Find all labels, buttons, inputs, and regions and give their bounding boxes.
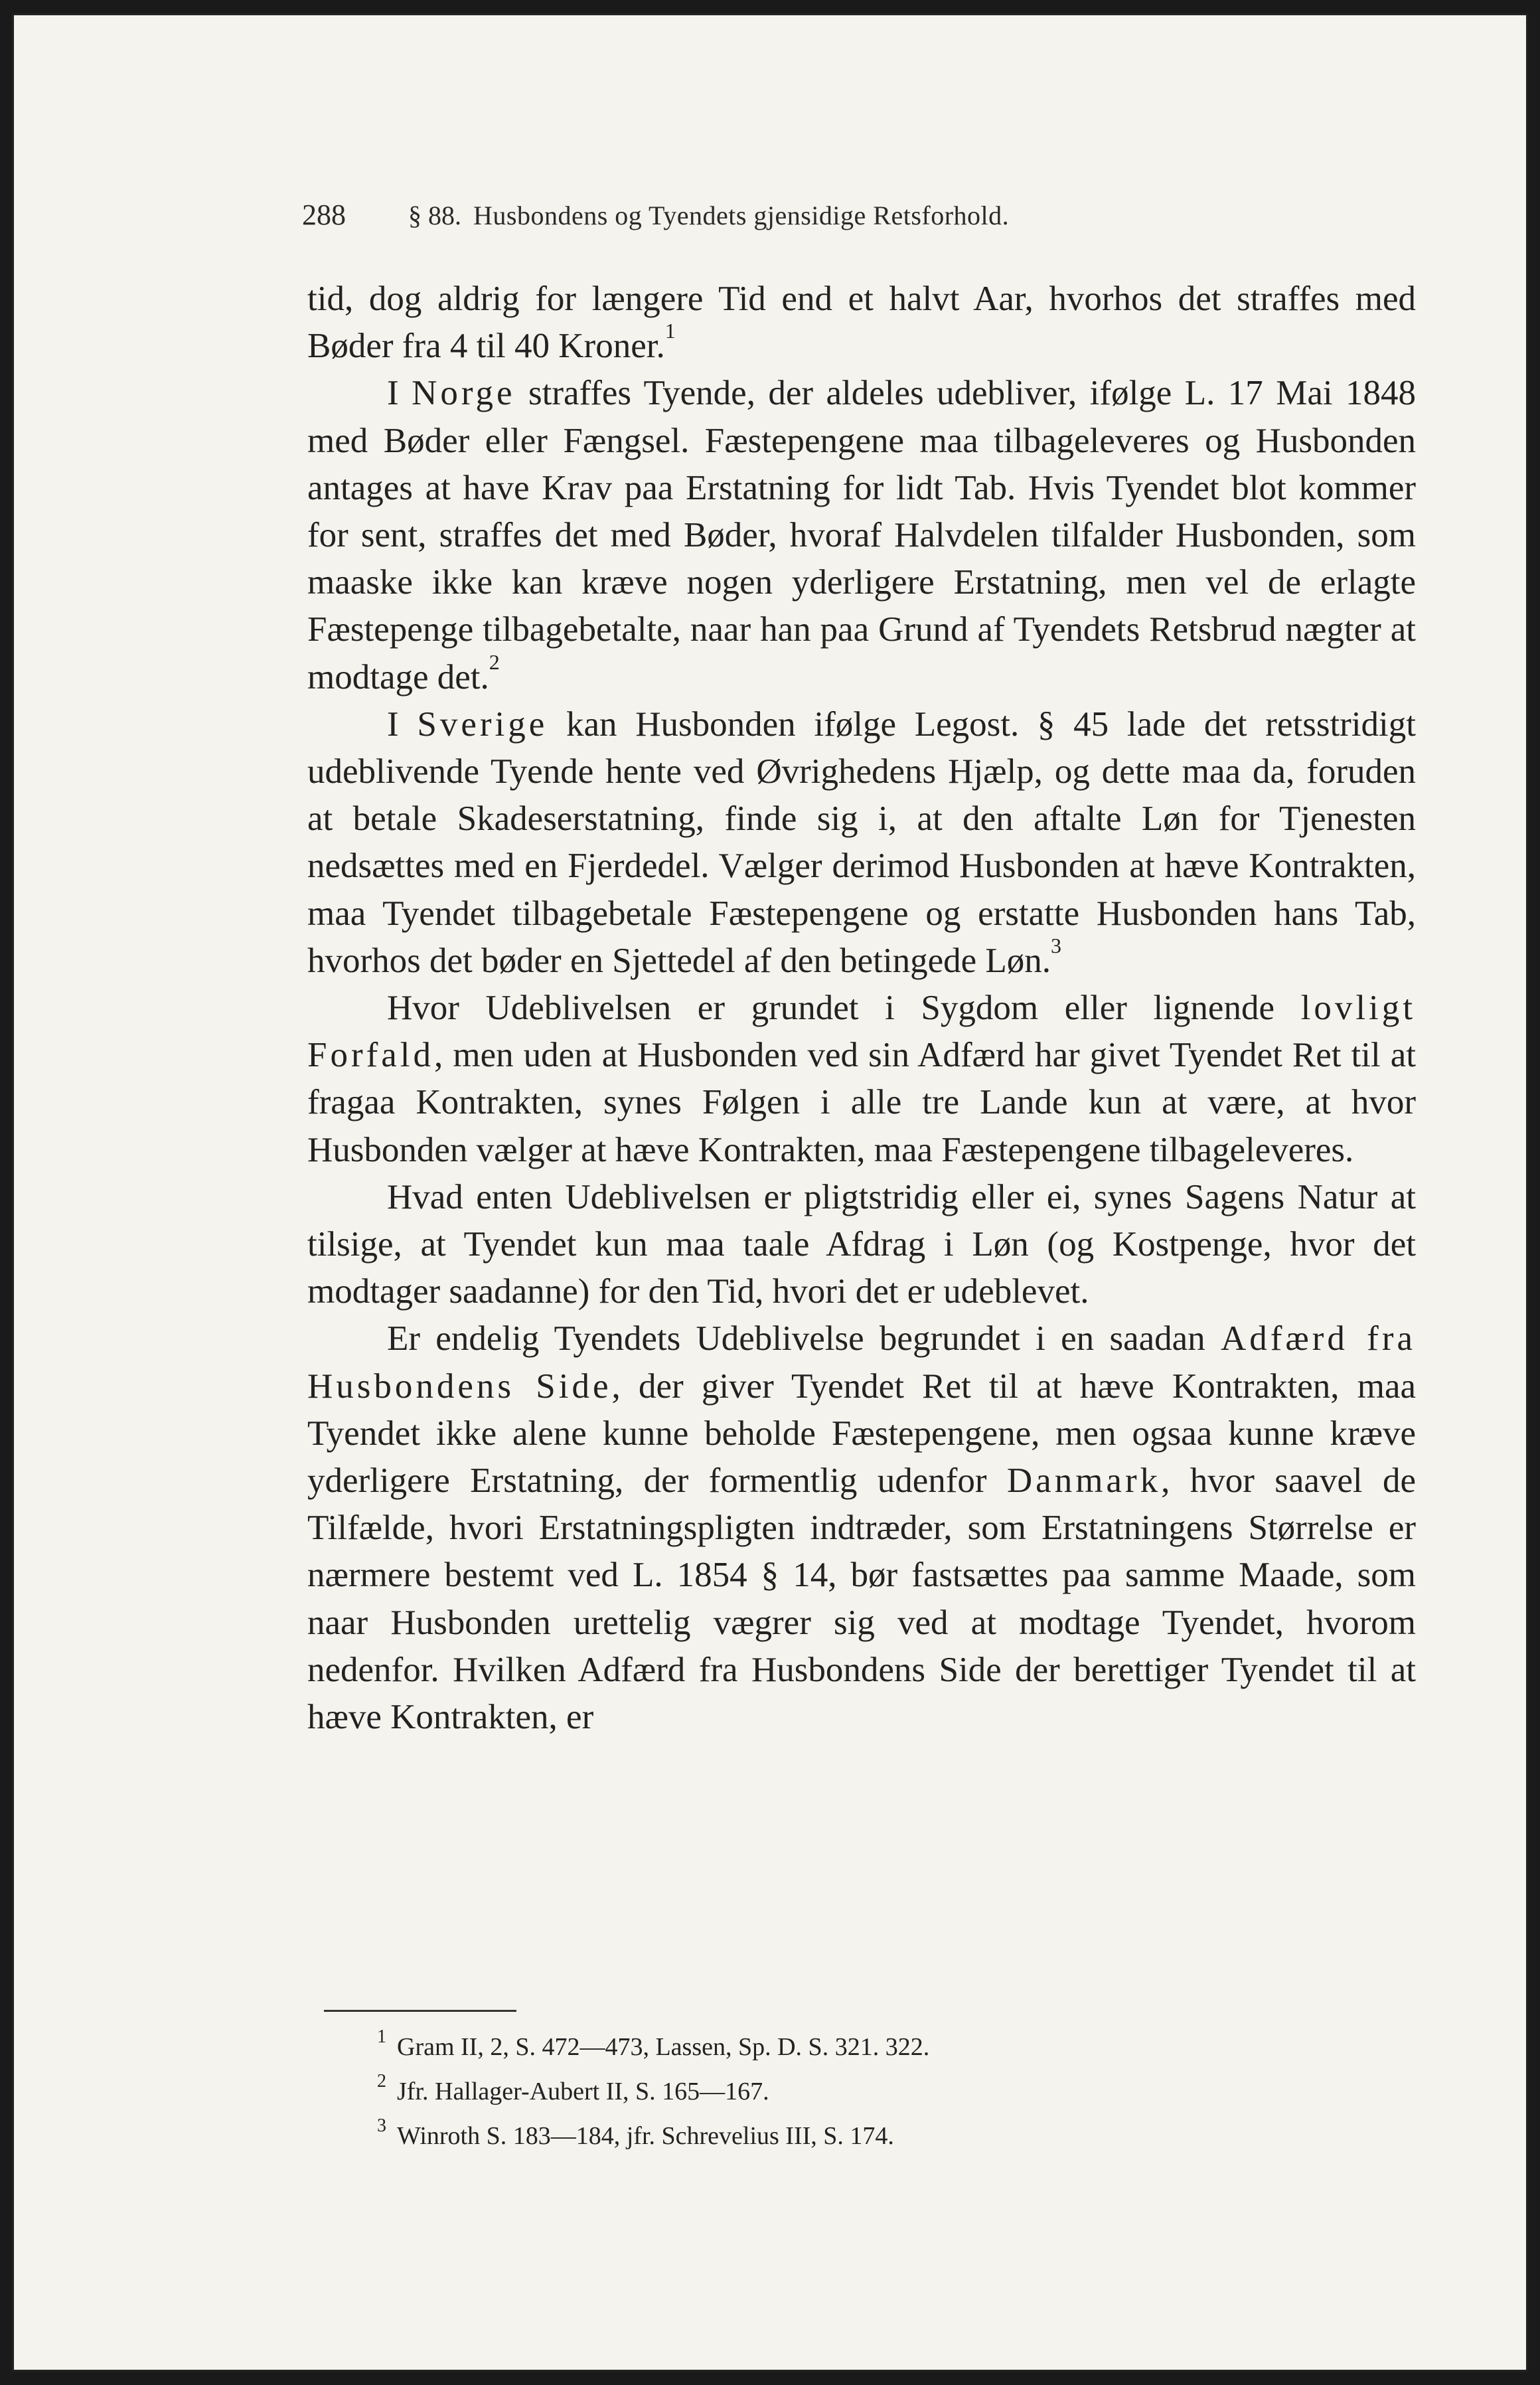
footnote-text: Gram II, 2, S. 472—473, Lassen, Sp. D. S. 321. 322. bbox=[397, 2033, 930, 2061]
paragraph-text: Hvad enten Udeblivelsen er pligtstridig eller ei, synes Sagens Natur at tilsige, at Tyendet kun maa taale Afdrag i Løn (og Kostpenge, hvor det modtager saadanne) for den Tid, hvori det er udeblevet. bbox=[307, 1177, 1416, 1311]
paragraph bbox=[307, 370, 1416, 700]
paragraph-text: Hvor Udeblivelsen er grundet i Sygdom eller lignende bbox=[387, 989, 1301, 1028]
running-header bbox=[302, 198, 1430, 232]
paragraph bbox=[307, 701, 1416, 985]
spaced-emphasis: Adfærd fra Husbondens Side bbox=[307, 1319, 1417, 1406]
paragraph-text: tid, dog aldrig for længere Tid end et halvt Aar, hvorhos det straffes med Bøder fra 4 til 40 Kroner. bbox=[307, 280, 1416, 366]
footnote-text: Winroth S. 183—184, jfr. Schrevelius III, S. 174. bbox=[397, 2122, 894, 2150]
footnote-ref: 1 bbox=[664, 319, 676, 343]
page-number: 288 bbox=[302, 199, 346, 231]
footnote: 1 Gram II, 2, S. 472—473, Lassen, Sp. D. S. 321. 322. bbox=[377, 2026, 930, 2061]
running-title: Husbondens og Tyendets gjensidige Retsforhold. bbox=[473, 201, 1010, 230]
spaced-emphasis: lovligt Forfald bbox=[307, 989, 1416, 1075]
section-number: § 88. bbox=[408, 201, 461, 230]
paragraph bbox=[307, 1315, 1416, 1741]
footnote: 3 Winroth S. 183—184, jfr. Schrevelius III, S. 174. bbox=[377, 2115, 894, 2150]
spaced-emphasis: Danmark bbox=[1006, 1461, 1162, 1501]
footnote: 2 Jfr. Hallager-Aubert II, S. 165—167. bbox=[377, 2071, 769, 2105]
footnotes bbox=[377, 2025, 1393, 2159]
footnote-divider bbox=[324, 2010, 516, 2012]
body-text bbox=[307, 276, 1416, 1741]
paragraph bbox=[307, 276, 1416, 370]
paragraph bbox=[307, 985, 1416, 1174]
paragraph-text: I bbox=[387, 374, 412, 413]
book-page bbox=[12, 13, 1528, 2372]
paragraph bbox=[307, 1174, 1416, 1316]
paragraph-text: , hvor saavel de Tilfælde, hvori Erstatningspligten indtræder, som Erstatningens Størrelse er nærmere bestemt ved L. 1854 § 14, bør fastsættes paa samme Maade, som naar Husbonden urettelig vægrer sig ved at modtage Tyendet, hvorom nedenfor. Hvilken Adfærd fra Husbondens Side der berettiger Tyendet til at hæve Kontrakten, er bbox=[307, 1461, 1416, 1737]
spaced-emphasis: Sverige bbox=[417, 704, 548, 744]
paragraph-text: , der giver Tyendet Ret til at hæve Kontrakten, maa Tyendet ikke alene kunne beholde Fæstepengene, men ogsaa kunne kræve yderligere Erstatning, der formentlig udenfor bbox=[307, 1366, 1416, 1501]
paragraph-text: kan Husbonden ifølge Legost. § 45 lade det retsstridigt udeblivende Tyende hente ved Øvrighedens Hjælp, og dette maa da, foruden at betale Skadeserstatning, finde sig i, at den aftalte Løn for Tjenesten nedsættes med en Fjerdedel. Vælger derimod Husbonden at hæve Kontrakten, maa Tyendet tilbagebetale Fæstepengene og erstatte Husbonden hans Tab, hvorhos det bøder en Sjettedel af den betingede Løn. bbox=[307, 704, 1416, 980]
footnote-ref: 3 bbox=[1051, 934, 1062, 958]
footnote-ref: 2 bbox=[489, 649, 500, 674]
spaced-emphasis: Norge bbox=[412, 374, 516, 413]
footnote-text: Jfr. Hallager-Aubert II, S. 165—167. bbox=[397, 2078, 769, 2105]
paragraph-text: I bbox=[387, 704, 418, 744]
paragraph-text: , men uden at Husbonden ved sin Adfærd har givet Tyendet Ret til at fragaa Kontrakten, synes Følgen i alle tre Lande kun at være, at hvor Husbonden vælger at hæve Kontrakten, maa Fæstepengene tilbageleveres. bbox=[307, 1036, 1416, 1169]
paragraph-text: Er endelig Tyendets Udeblivelse begrundet i en saadan bbox=[387, 1319, 1221, 1358]
paragraph-text: straffes Tyende, der aldeles udebliver, ifølge L. 17 Mai 1848 med Bøder eller Fængsel. Fæstepengene maa tilbageleveres og Husbonden antages at have Krav paa Erstatning for lidt Tab. Hvis Tyendet blot kommer for sent, straffes det med Bøder, hvoraf Halvdelen tilfalder Husbonden, som maaske ikke kan kræve nogen yderligere Erstatning, men vel de erlagte Fæstepenge tilbagebetalte, naar han paa Grund af Tyendets Retsbrud nægter at modtage det. bbox=[307, 374, 1417, 697]
